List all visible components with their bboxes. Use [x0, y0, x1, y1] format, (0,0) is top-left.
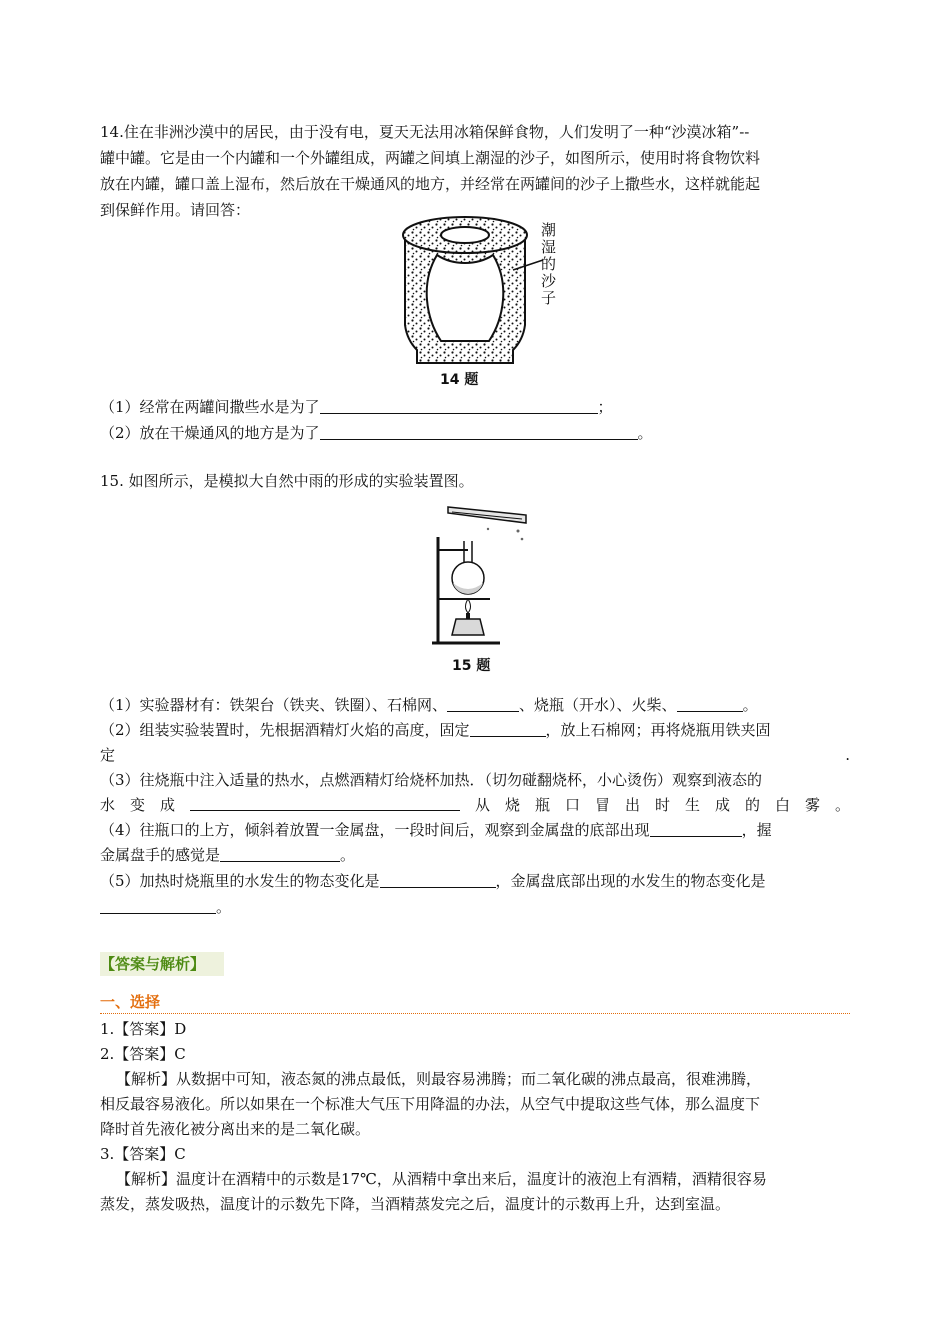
- q14-sub-2-end: 。: [637, 424, 653, 442]
- q14-sub-1: [100, 396, 613, 418]
- answer-blank[interactable]: [320, 423, 638, 440]
- q15-p2-text-c: 定: [100, 746, 116, 764]
- q15-p3-char: 雾: [804, 796, 820, 814]
- answer-blank[interactable]: [677, 695, 743, 712]
- sand-label: 潮湿的沙子: [541, 221, 557, 307]
- q15-p3-char: 水: [100, 796, 116, 814]
- figure-14-caption: 14 题: [440, 372, 479, 388]
- answer-blank[interactable]: [470, 720, 546, 737]
- q15-p3-char: 变: [130, 796, 146, 814]
- q15-p4-text-d: 。: [340, 846, 356, 864]
- answer-blank[interactable]: [220, 845, 340, 862]
- answer-2-explanation-1: 【解析】从数据中可知，液态氮的沸点最低，则最容易沸腾；而二氧化碳的沸点最高，很难沸腾，: [116, 1070, 762, 1088]
- figure-15-caption: 15 题: [452, 658, 491, 674]
- q15-p2-cont: [100, 744, 850, 766]
- q15-p3-char: 瓶: [534, 796, 550, 814]
- q15-p3-char: 冒: [594, 796, 610, 814]
- q15-p4-text-c: 金属盘手的感觉是: [100, 846, 221, 864]
- section-heading: 一、选择: [100, 993, 161, 1011]
- answer-blank[interactable]: [650, 820, 742, 837]
- q15-p2-text-d: .: [845, 746, 850, 764]
- q14-line-3: 放在内罐，罐口盖上湿布，然后放在干燥通风的地方，并经常在两罐间的沙子上撒些水，这样就能起: [100, 175, 761, 193]
- q15-p3-char: 白: [774, 796, 790, 814]
- q15-p5-text-c: 。: [216, 898, 232, 916]
- q15-p3-char: 成: [160, 796, 176, 814]
- q15-p1: [100, 694, 758, 716]
- q15-p4-text-a: （4）往瓶口的上方，倾斜着放置一金属盘，一段时间后，观察到金属盘的底部出现: [100, 821, 650, 839]
- answer-3-explanation-1: 【解析】温度计在酒精中的示数是17℃，从酒精中拿出来后，温度计的液泡上有酒精，酒精很容易: [116, 1170, 767, 1188]
- q15-p3-char: 成: [714, 796, 730, 814]
- q15-p3-char: 时: [654, 796, 670, 814]
- q15-p3-char: 从: [474, 796, 490, 814]
- answer-2: 2.【答案】C: [100, 1045, 186, 1063]
- q15-p3-char: 烧: [504, 796, 520, 814]
- q14-sub-1-end: ；: [597, 398, 613, 416]
- answer-2-explanation-3: 降时首先液化被分离出来的是二氧化碳。: [100, 1120, 371, 1138]
- q14-line-2: 罐中罐。它是由一个内罐和一个外罐组成，两罐之间填上潮湿的沙子，如图所示，使用时将食物饮料: [100, 149, 761, 167]
- answer-blank[interactable]: [100, 897, 216, 914]
- q14-sub-2-text: （2）放在干燥通风的地方是为了: [100, 424, 320, 442]
- q15-p2-text-b: ，放上石棉网；再将烧瓶用铁夹固: [545, 721, 771, 739]
- q14-sub-1-text: （1）经常在两罐间撒些水是为了: [100, 398, 320, 416]
- q15-p1-text-a: （1）实验器材有：铁架台（铁夹、铁圈）、石棉网、: [100, 696, 448, 714]
- q14-line-1: 14.住在非洲沙漠中的居民，由于没有电，夏天无法用冰箱保鲜食物，人们发明了一种“沙漠冰箱”--: [100, 123, 750, 141]
- q15-p3-char: 生: [684, 796, 700, 814]
- q15-p5-cont: [100, 896, 231, 918]
- answer-blank[interactable]: [447, 695, 519, 712]
- answer-blank[interactable]: [320, 397, 598, 414]
- answer-blank[interactable]: [380, 871, 496, 888]
- q15-p1-text-b: 、烧瓶（开水）、火柴、: [519, 696, 677, 714]
- q15-p2-text-a: （2）组装实验装置时，先根据酒精灯火焰的高度，固定: [100, 721, 470, 739]
- q15-title: 15. 如图所示，是模拟大自然中雨的形成的实验装置图。: [100, 472, 474, 490]
- answer-3-explanation-2: 蒸发，蒸发吸热，温度计的示数先下降，当酒精蒸发完之后，温度计的示数再上升，达到室温。: [100, 1195, 731, 1213]
- heading-divider: [100, 1013, 850, 1014]
- q15-p3-cont: [100, 794, 850, 816]
- q15-p1-text-c: 。: [742, 696, 758, 714]
- q15-p3-char: 的: [744, 796, 760, 814]
- q15-p5: [100, 870, 766, 892]
- q15-p3-char: 出: [624, 796, 640, 814]
- answer-1: 1.【答案】D: [100, 1020, 187, 1038]
- q15-p5-text-b: ，金属盘底部出现的水发生的物态变化是: [495, 872, 766, 890]
- answer-3: 3.【答案】C: [100, 1145, 186, 1163]
- q15-p3-char: 。: [834, 796, 850, 814]
- q15-p5-text-a: （5）加热时烧瓶里的水发生的物态变化是: [100, 872, 380, 890]
- q15-p2: [100, 719, 771, 741]
- q15-p3-char: 口: [564, 796, 580, 814]
- q14-sub-2: [100, 422, 653, 444]
- q15-p4-cont: [100, 844, 355, 866]
- q15-p4-text-b: ，握: [741, 821, 772, 839]
- answer-blank[interactable]: [190, 794, 460, 811]
- q15-p4: [100, 819, 772, 841]
- answer-2-explanation-2: 相反最容易液化。所以如果在一个标准大气压下用降温的办法，从空气中提取这些气体，那么温度下: [100, 1095, 761, 1113]
- q14-line-4: 到保鲜作用。请回答：: [100, 201, 251, 219]
- answers-section-tag: 【答案与解析】: [100, 952, 224, 976]
- q15-p3: （3）往烧瓶中注入适量的热水，点燃酒精灯给烧杯加热．（切勿碰翻烧杯，小心烫伤）观察到液态的: [100, 771, 763, 789]
- rain-experiment-figure: [430, 495, 540, 650]
